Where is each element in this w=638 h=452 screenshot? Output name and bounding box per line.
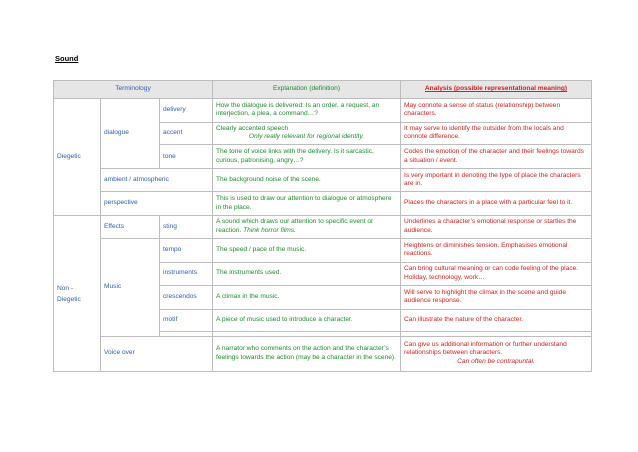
table-row [54,192,592,216]
table-row [54,169,592,192]
subcategory-effects: Effects [101,216,160,239]
category-non-diegetic: Non - Diegetic [54,216,101,372]
term-ambient: ambient / atmospheric [101,169,213,192]
category-diegetic: Diegetic [54,98,101,215]
explanation-accent [213,122,401,145]
analysis-sting: Underlines a character’s emotional response or startles the audience. [401,216,592,239]
explanation-crescendos: A climax in the music. [213,285,401,309]
term-sting: sting [160,216,213,239]
analysis-crescendos: Will serve to highlight the climax in the scene and guide audience response. [401,285,592,309]
page-heading: Sound [55,54,79,63]
explanation-sting-text: A sound which draws our attention to specific event or reaction. [216,218,374,234]
analysis-perspective: Places the characters in a place with a particular feel to it. [401,192,592,216]
explanation-accent-text: Clearly accented speech [216,124,289,132]
subcategory-dialogue: dialogue [101,98,160,169]
analysis-delivery: May connote a sense of status (relationship) between characters. [401,98,592,122]
explanation-sting [213,216,401,239]
analysis-voice-over [401,336,592,371]
header-explanation: Explanation (definition) [213,81,401,99]
table-row [54,98,592,122]
analysis-voice-over-note: Can often be contrapuntal. [457,358,535,366]
header-analysis: Analysis (possible representational meaning) [401,81,592,99]
explanation-instruments: The instruments used. [213,262,401,285]
header-terminology: Terminology [54,81,213,99]
term-tempo: tempo [160,238,213,262]
explanation-sting-note: Think horror films. [243,226,296,234]
term-crescendos: crescendos [160,285,213,309]
analysis-motif: Can illustrate the nature of the character. [401,309,592,332]
analysis-tone: Codes the emotion of the character and their feelings towards a situation / event. [401,145,592,169]
term-accent: accent [160,122,213,145]
analysis-tempo: Heightens or diminishes tension. Emphasises emotional reactions. [401,238,592,262]
explanation-delivery: How the dialogue is delivered: Is an order, a request, an interjection, a plea, a command…? [213,98,401,122]
term-perspective: perspective [101,192,213,216]
term-motif: motif [160,309,213,332]
explanation-tone: The tone of voice links with the delivery. Is it sarcastic, curious, patronising, angry…? [213,145,401,169]
term-instruments: instruments [160,262,213,285]
term-delivery: delivery [160,98,213,122]
explanation-tempo: The speed / pace of the music. [213,238,401,262]
table-row [54,216,592,239]
analysis-accent: It may serve to identify the outsider from the locals and connote difference. [401,122,592,145]
table-row [54,336,592,371]
analysis-ambient: Is very important in denoting the type of place the characters are in. [401,169,592,192]
analysis-instruments: Can bring cultural meaning or can code feeling of the place. Holiday, technology, work… [401,262,592,285]
header-row [54,81,592,99]
explanation-voice-over: A narrator who comments on the action and the character’s feelings towards the action (may be a character in the scene). [213,336,401,371]
subcategory-music: Music [101,238,160,336]
term-tone: tone [160,145,213,169]
explanation-ambient: The background noise of the scene. [213,169,401,192]
analysis-voice-over-text: Can give us additional information or further understand relationships between characters. [404,340,567,357]
explanation-motif: A piece of music used to introduce a character. [213,309,401,332]
table-row [54,238,592,262]
explanation-accent-note: Only really relevant for regional identity. [248,133,365,141]
explanation-perspective: This is used to draw our attention to dialogue or atmosphere in the place. [213,192,401,216]
term-voice-over: Voice over [101,336,213,371]
sound-terminology-table [53,80,592,372]
